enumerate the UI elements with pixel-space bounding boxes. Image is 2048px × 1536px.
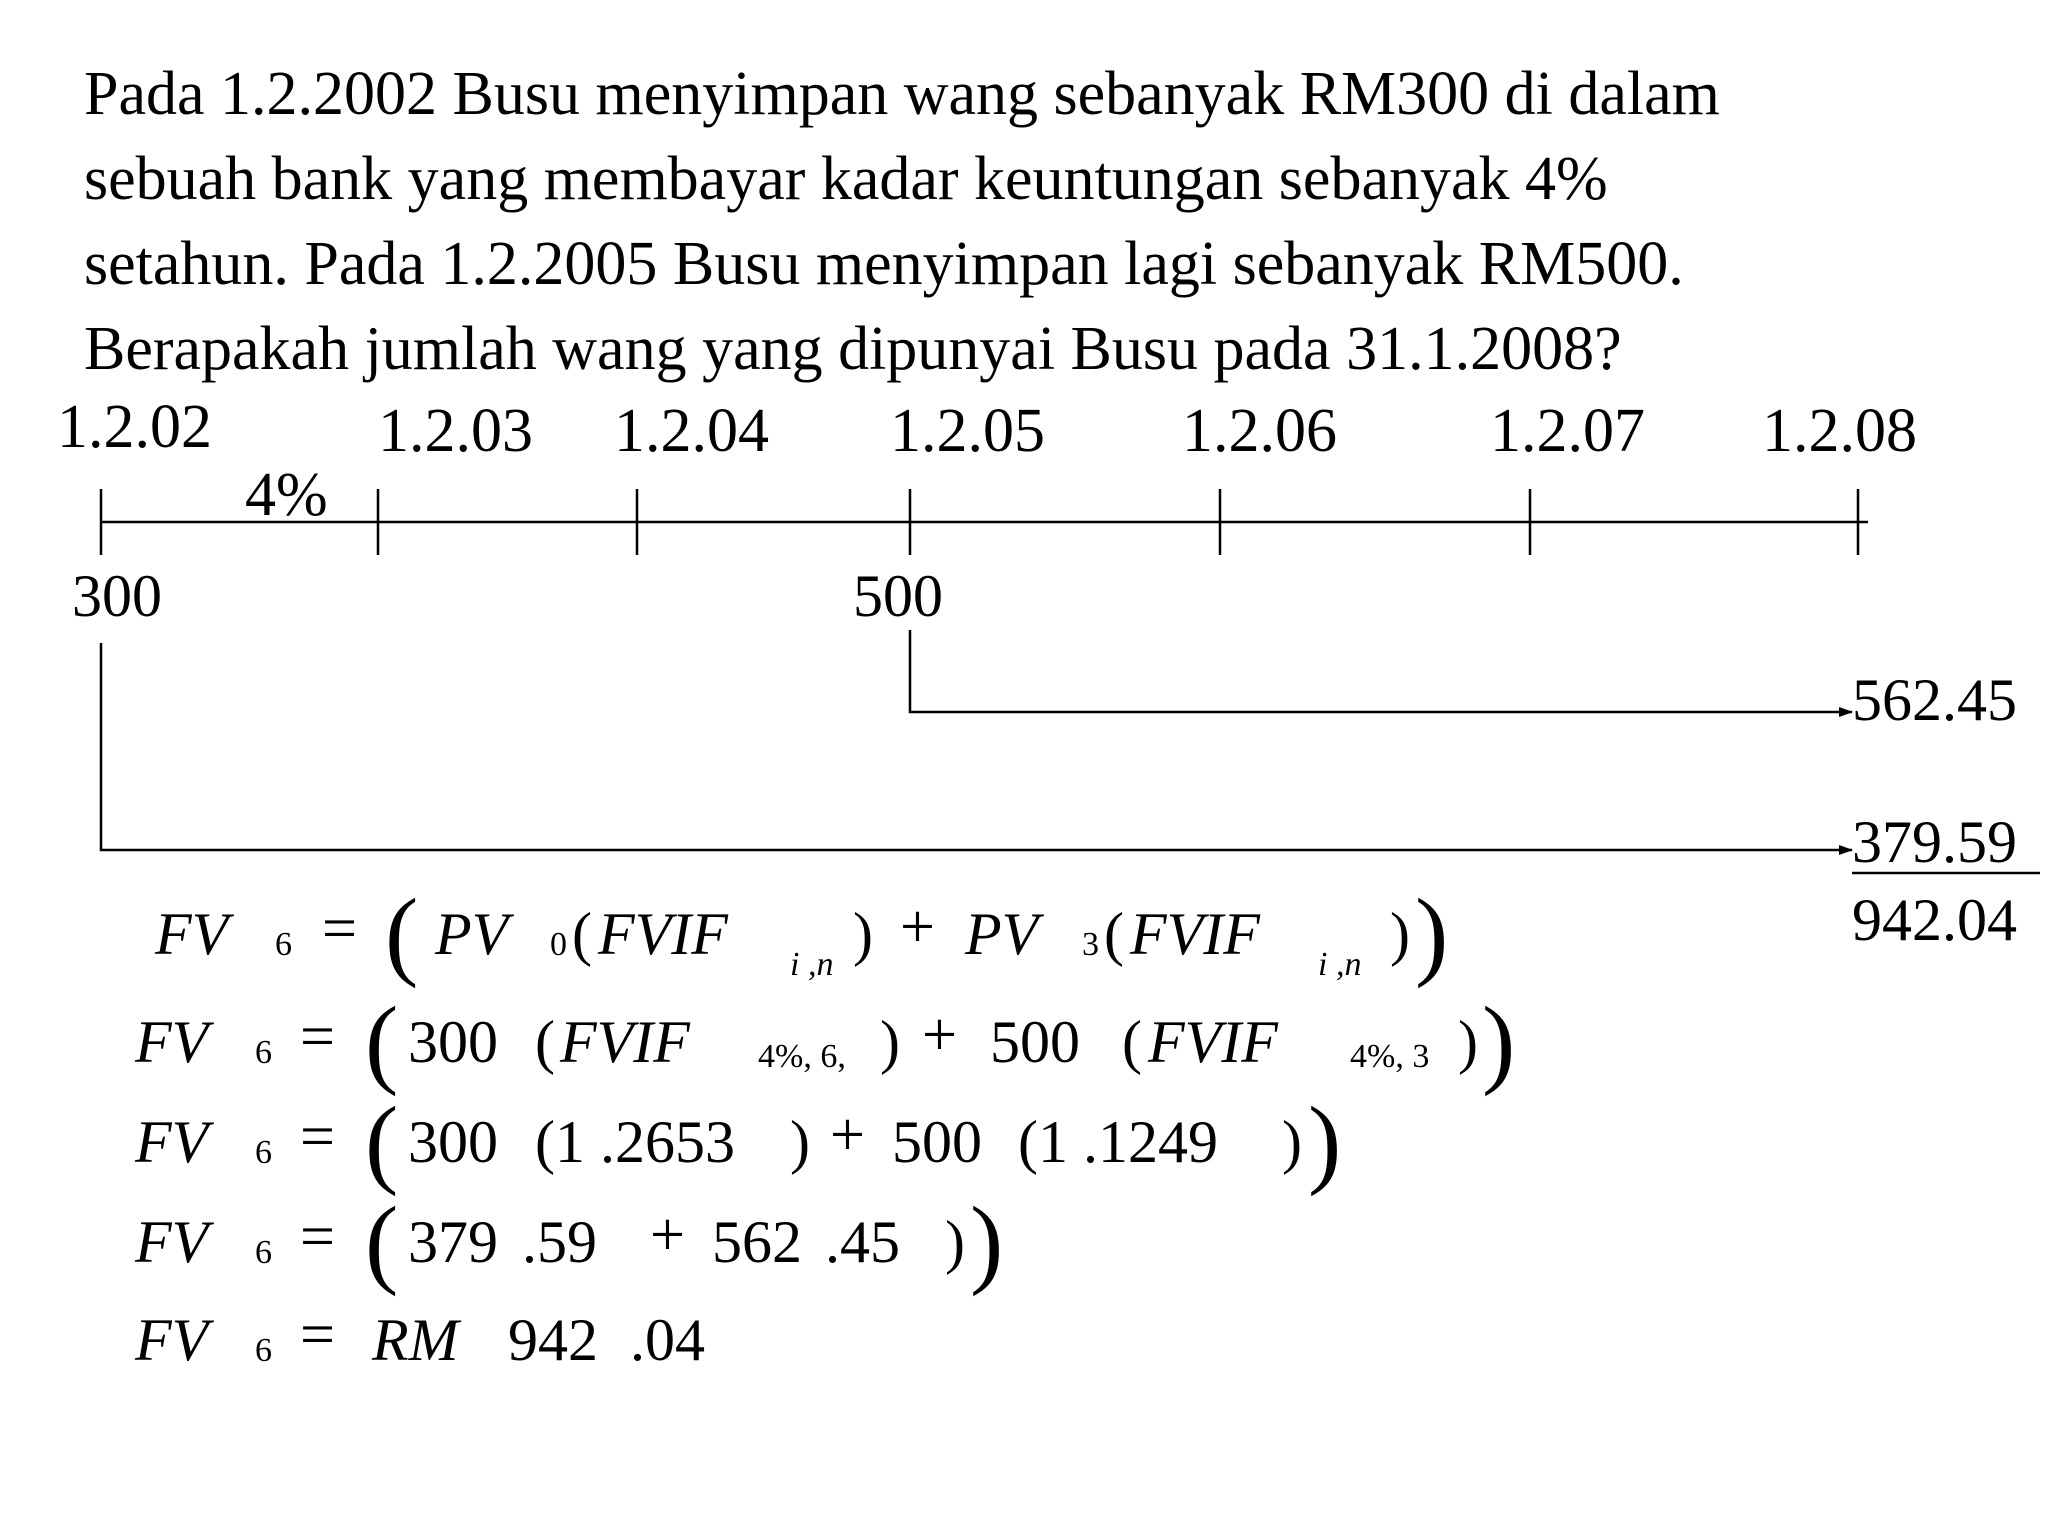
eq2-rparen: ) [1482,986,1516,1097]
fv-300-value: 379.59 [1852,809,2017,875]
eq2-lp-a: ( [535,1009,555,1075]
eq5-fv: FV [135,1307,209,1373]
eq2-sub6: 6 [255,1034,272,1071]
eq3-factor-a: (1 .2653 [535,1109,735,1175]
eq4-rp: ) [945,1209,965,1275]
eq3-fv: FV [135,1109,209,1175]
eq1-sub0: 0 [550,926,567,963]
eq2-rp-a: ) [880,1009,900,1075]
compound-path-500 [910,630,1852,712]
eq5-04: .04 [630,1307,705,1373]
question-line-4: Berapakah jumlah wang yang dipunyai Busu pada 31.1.2008? [84,315,1622,383]
eq2-lp-b: ( [1122,1009,1142,1075]
eq1-pv3: PV [965,901,1039,967]
eq4-equals: = [300,1203,335,1271]
fv-500-value: 562.45 [1852,667,2017,733]
eq1-fvif-b: FVIF [1130,901,1260,967]
eq1-sub6: 6 [275,926,292,963]
eq4-562: 562 [712,1209,802,1275]
date-label-3: 1.2.04 [614,397,769,465]
eq1-equals: = [322,895,357,963]
eq3-sub6: 6 [255,1134,272,1171]
eq1-fv: FV [155,901,229,967]
question-line-2: sebuah bank yang membayar kadar keuntungan sebanyak 4% [84,145,1608,213]
eq2-plus: + [922,1001,957,1069]
eq5-sub6: 6 [255,1332,272,1369]
rate-label: 4% [245,461,328,529]
eq2-fvif-b: FVIF [1148,1009,1278,1075]
eq1-sub3: 3 [1082,926,1099,963]
eq4-45: .45 [825,1209,900,1275]
eq1-lparen: ( [385,878,419,989]
date-label-4: 1.2.05 [890,397,1045,465]
eq4-rparen: ) [970,1186,1004,1297]
eq1-rp-a: ) [853,901,873,967]
eq3-rp-a: ) [790,1109,810,1175]
eq2-fv: FV [135,1009,209,1075]
eq1-lp-a: ( [572,901,592,967]
eq3-plus: + [830,1101,865,1169]
date-label-2: 1.2.03 [378,397,533,465]
eq2-equals: = [300,1003,335,1071]
date-label-1: 1.2.02 [57,393,212,461]
eq4-fv: FV [135,1209,209,1275]
total-value: 942.04 [1852,887,2017,953]
eq1-plus: + [900,893,935,961]
eq1-rp-b: ) [1390,901,1410,967]
eq3-rparen: ) [1308,1086,1342,1197]
eq4-sub6: 6 [255,1234,272,1271]
eq3-equals: = [300,1103,335,1171]
eq4-59: .59 [522,1209,597,1275]
eq3-rp-b: ) [1282,1109,1302,1175]
eq5-942: 942 [508,1307,598,1373]
eq3-500: 500 [892,1109,982,1175]
question-line-3: setahun. Pada 1.2.2005 Busu menyimpan lagi sebanyak RM500. [84,230,1684,298]
eq2-rp-b: ) [1458,1009,1478,1075]
eq4-lparen: ( [365,1186,399,1297]
eq4-plus: + [650,1201,685,1269]
eq3-factor-b: (1 .1249 [1018,1109,1218,1175]
eq2-lparen: ( [365,986,399,1097]
question-line-1: Pada 1.2.2002 Busu menyimpan wang sebanyak RM300 di dalam [84,60,1720,128]
eq2-sub-a: 4%, 6, [758,1038,846,1075]
eq3-lparen: ( [365,1086,399,1197]
eq1-pv0: PV [435,901,509,967]
deposit-300: 300 [72,563,162,629]
compound-path-300 [101,643,1852,850]
eq3-300: 300 [408,1109,498,1175]
eq1-sub-in-b: i ,n [1318,946,1362,983]
eq1-sub-in-a: i ,n [790,946,834,983]
eq4-379: 379 [408,1209,498,1275]
eq2-sub-b: 4%, 3 [1350,1038,1430,1075]
eq1-rparen: ) [1415,878,1449,989]
eq2-fvif-a: FVIF [560,1009,690,1075]
eq5-rm: RM [372,1307,459,1373]
eq5-equals: = [300,1301,335,1369]
eq2-300: 300 [408,1009,498,1075]
deposit-500: 500 [853,563,943,629]
date-label-7: 1.2.08 [1762,397,1917,465]
date-label-5: 1.2.06 [1182,397,1337,465]
eq2-500: 500 [990,1009,1080,1075]
date-label-6: 1.2.07 [1490,397,1645,465]
eq1-fvif-a: FVIF [598,901,728,967]
eq1-lp-b: ( [1104,901,1124,967]
